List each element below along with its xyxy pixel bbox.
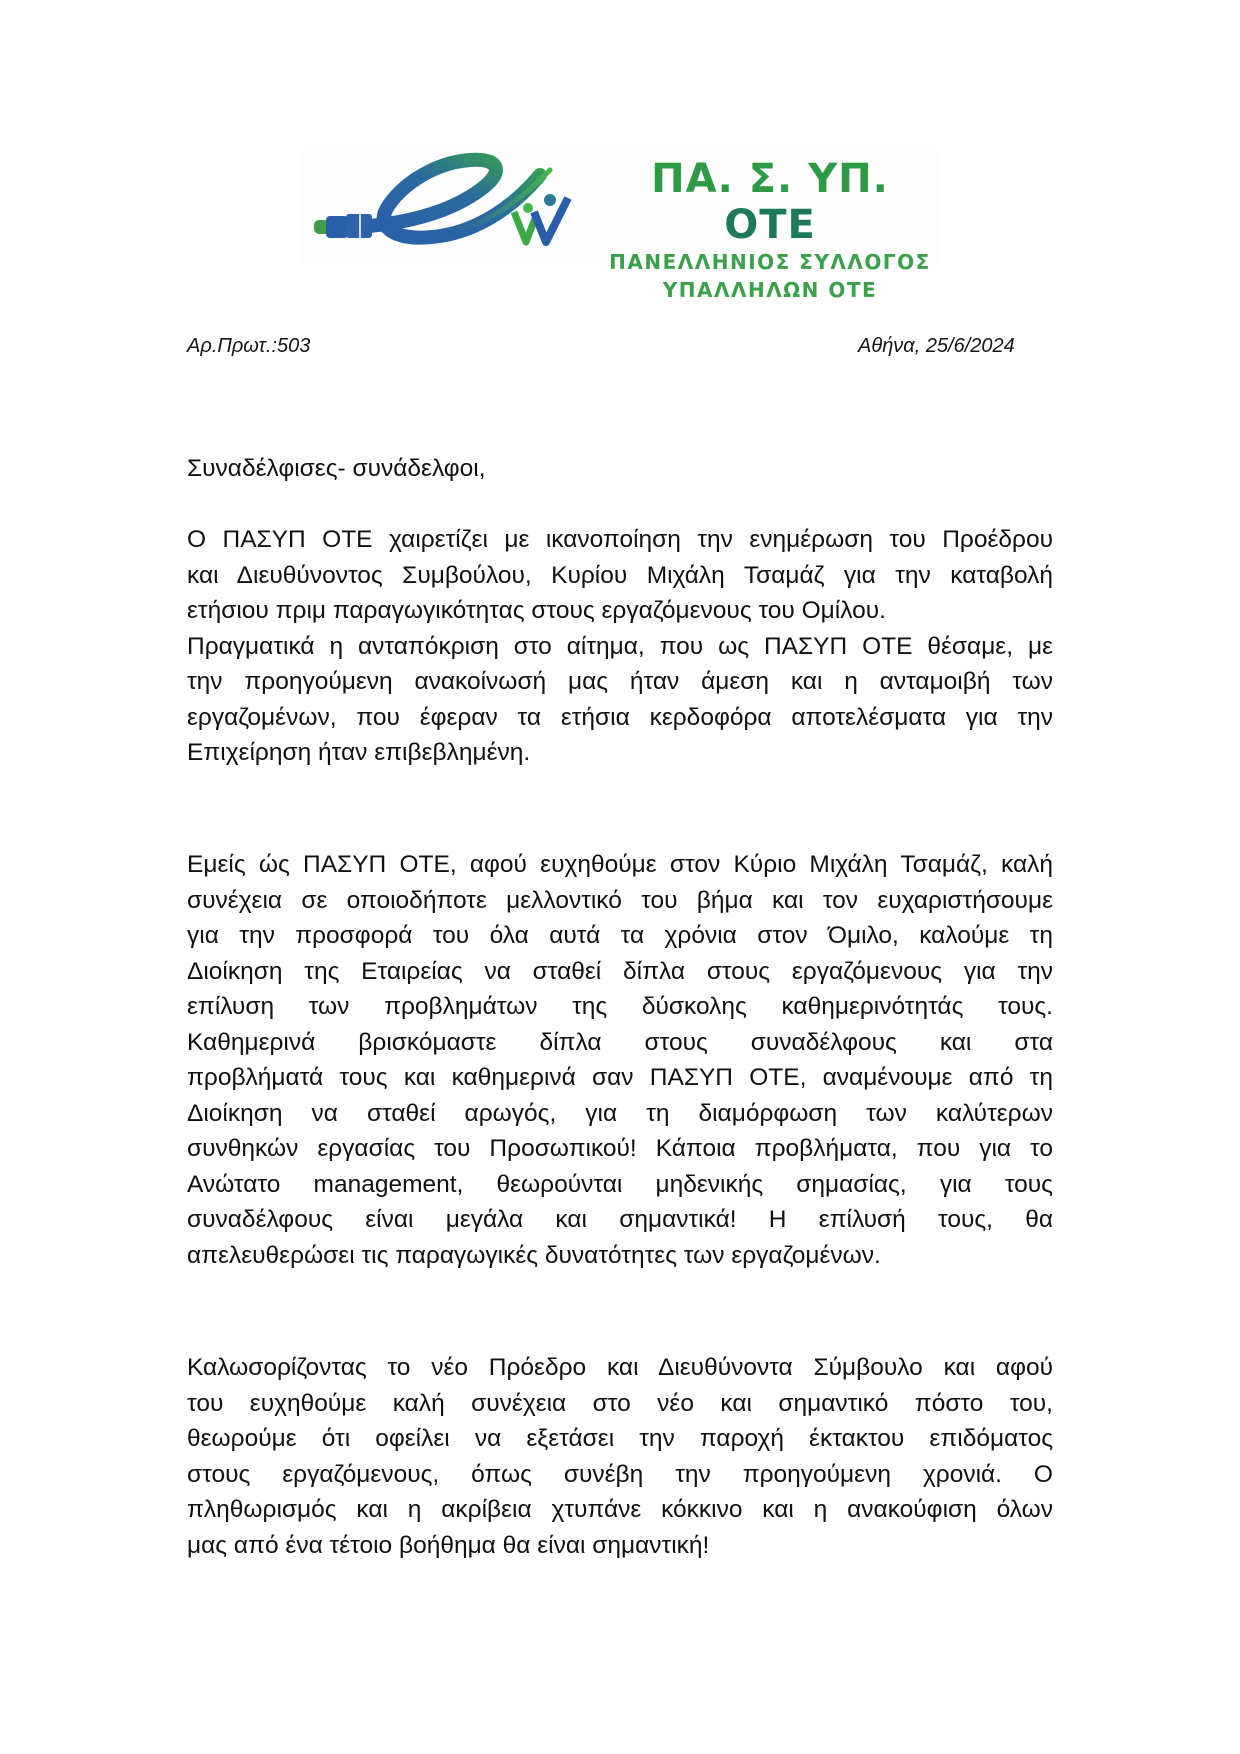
text-line: Ανώτατο management, θεωρούνται μηδενικής σημασίας, για τους xyxy=(187,1170,1053,1198)
text-line: συνέχεια σε οποιοδήποτε μελλοντικό του βήμα και τον ευχαριστήσουμε xyxy=(187,886,1053,914)
text-line: Πραγματικά η ανταπόκριση στο αίτημα, που ως ΠΑΣΥΠ ΟΤΕ θέσαμε, με xyxy=(187,632,1053,660)
logo-title xyxy=(600,156,940,248)
text-line: επίλυση των προβλημάτων της δύσκολης καθημερινότητάς τους. xyxy=(187,993,1053,1020)
text-line: στους εργαζόμενους, όπως συνέβη την προηγούμενη χρονιά. Ο xyxy=(187,1460,1053,1488)
place-date: Αθήνα, 25/6/2024 xyxy=(858,335,1015,357)
text-line: θεωρούμε ότι οφείλει να εξετάσει την παροχή έκτακτου επιδόματος xyxy=(187,1425,1053,1452)
protocol-number: Αρ.Πρωτ.:503 xyxy=(187,335,311,357)
logo-wordmark xyxy=(600,156,940,304)
logo-title-ote: ΟΤΕ xyxy=(724,202,816,248)
text-line: απελευθερώσει τις παραγωγικές δυνατότητες των εργαζομένων. xyxy=(187,1241,881,1269)
text-line: Καλωσορίζοντας το νέο Πρόεδρο και Διευθύνοντα Σύμβουλο και αφού xyxy=(187,1354,1053,1381)
logo-subtitle-line2: ΥΠΑΛΛΗΛΩΝ ΟΤΕ xyxy=(662,278,878,302)
paragraph-1 xyxy=(187,522,1053,771)
text-line: μας από ένα τέτοιο βοήθημα θα είναι σημαντική! xyxy=(187,1531,710,1559)
text-line: Διοίκηση της Εταιρείας να σταθεί δίπλα στους εργαζόμενους για την xyxy=(187,957,1053,985)
text-line: Εμείς ώς ΠΑΣΥΠ ΟΤΕ, αφού ευχηθούμε στον Κύριο Μιχάλη Τσαμάζ, καλή xyxy=(187,851,1053,878)
text-line: Διοίκηση να σταθεί αρωγός, για τη διαμόρφωση των καλύτερων xyxy=(187,1099,1053,1127)
text-line: Επιχείρηση ήταν επιβεβλημένη. xyxy=(187,739,531,766)
organization-logo xyxy=(300,150,940,302)
paragraph-3 xyxy=(187,1350,1053,1563)
logo-subtitle-line1: ΠΑΝΕΛΛΗΝΙΟΣ ΣΥΛΛΟΓΟΣ xyxy=(609,250,931,274)
text-line: πληθωρισμός και η ακρίβεια χτυπάνε κόκκινο και η ανακούφιση όλων xyxy=(187,1496,1053,1523)
text-line: και Διευθύνοντος Συμβούλου, Κυρίου Μιχάλη Τσαμάζ για την καταβολή xyxy=(187,561,1053,589)
text-line: Ο ΠΑΣΥΠ ΟΤΕ χαιρετίζει με ικανοποίηση την ενημέρωση του Προέδρου xyxy=(187,526,1053,553)
e-cable-logo-icon xyxy=(300,150,600,265)
text-line: για την προσφορά του όλα αυτά τα χρόνια στον Όμιλο, καλούμε τη xyxy=(187,922,1053,949)
paragraph-2 xyxy=(187,847,1053,1273)
salutation: Συναδέλφισες- συνάδελφοι, xyxy=(187,455,486,482)
text-line: του ευχηθούμε καλή συνέχεια στο νέο και σημαντικό πόστο του, xyxy=(187,1389,1053,1417)
text-line: συναδέλφους είναι μεγάλα και σημαντικά! Η επίλυσή τους, θα xyxy=(187,1206,1053,1233)
text-line: προβλήματά τους και καθημερινά σαν ΠΑΣΥΠ ΟΤΕ, αναμένουμε από τη xyxy=(187,1064,1053,1091)
text-line: Καθημερινά βρισκόμαστε δίπλα στους συναδέλφους και στα xyxy=(187,1028,1053,1056)
text-line: συνθηκών εργασίας του Προσωπικού! Κάποια προβλήματα, που για το xyxy=(187,1135,1053,1162)
text-line: ετήσιου πριμ παραγωγικότητας στους εργαζόμενους του Ομίλου. xyxy=(187,597,886,624)
text-line: εργαζομένων, που έφεραν τα ετήσια κερδοφόρα αποτελέσματα για την xyxy=(187,703,1053,731)
text-line: την προηγούμενη ανακοίνωσή μας ήταν άμεση και η ανταμοιβή των xyxy=(187,668,1053,695)
logo-title-abbr: ΠΑ. Σ. ΥΠ. xyxy=(651,156,889,202)
